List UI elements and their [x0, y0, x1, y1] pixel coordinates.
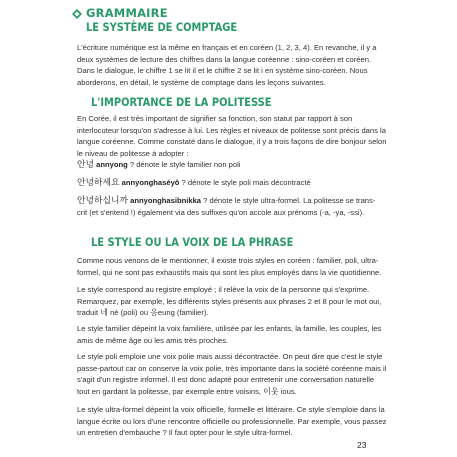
text-run: Le style poli emploie une voix polie mais aussi décontractée. On peut dire que c'est le style passe-partout car on conserve la voix polie, très importante dans la société coréenne mais il s'agit d'un registre informel. Il est donc adapté pour entretenir une conversation naturelle tout en gardant la politesse, par exemple entre voisins,: [77, 352, 387, 397]
politeness-paragraph: En Corée, il est très important de signifier sa fonction, son statut par rapport à son interlocuteur lorsqu'on s'adresse à lui. Les règles et niveaux de politesse sont précis dans la langue coréenne. Comme constaté dans le dialogue, il y a trois façons de dire bonjour selon le niveau de politesse à adopter :: [77, 114, 387, 159]
text-run: Le style correspond au registre employé ; il relève la voix de la personne qui s'exprime. Remarquez, par exemple, les différents styles présents aux phrases 2 et 8 pour le mot oui, traduit: [77, 285, 382, 318]
example-familiar: [77, 159, 387, 172]
example-gloss: ? dénote le style ultra-formel. La politesse se trans-: [201, 196, 376, 205]
example-korean: 안녕하십니까: [77, 196, 128, 206]
korean-word: 네: [100, 308, 108, 318]
example-formal: [77, 195, 387, 208]
example-gloss: ? dénote le style familier non poli: [127, 160, 241, 169]
text-run: né (poli) ou: [107, 308, 151, 318]
example-korean: 안녕: [77, 160, 94, 170]
text-run: ious.: [278, 387, 297, 397]
example-gloss: ? dénote le style poli mais décontracté: [179, 178, 311, 187]
example-romanization: annyong: [96, 160, 128, 169]
suffix-paragraph: crit (et s'entend !) également via des suffixes qu'on accole aux prénoms (-a, -ya, -ssi).: [77, 208, 365, 217]
example-polite: [77, 177, 387, 190]
style-paragraph-2: [77, 284, 387, 319]
korean-word: 응: [150, 308, 158, 318]
example-romanization: annyonghaséyô: [121, 178, 180, 187]
text-run: eung (familier).: [157, 308, 209, 318]
section-title: LE SYSTÈME DE COMPTAGE: [86, 20, 238, 34]
style-paragraph-5: Le style ultra-formel dépeint la voix officielle, formelle et littéraire. Ce style s'emploie dans la langue écrite ou lors d'une rencontre officielle ou professionnelle. Par exemple, vous passez un entretien d'embauche ? Il faut opter pour le style ultra-formel.: [77, 405, 387, 438]
example-romanization: annyonghasibnikka: [130, 196, 202, 205]
style-paragraph-3: Le style familier dépeint la voix familière, utilisée par les enfants, la famille, les couples, les amis de même âge ou les amis très proches.: [77, 324, 382, 345]
style-heading: LE STYLE OU LA VOIX DE LA PHRASE: [91, 235, 294, 249]
style-paragraph-4: [77, 351, 387, 398]
section-label: GRAMMAIRE: [86, 6, 168, 20]
diamond-icon: [72, 9, 82, 19]
korean-word: 이웃: [263, 387, 279, 397]
style-paragraph-1: Comme nous venons de le mentionner, il existe trois styles en coréen : familier, poli, ultra-formel, qui ne sont pas exhaustifs mais qui sont les plus employés dans la vie quotidienne.: [77, 256, 382, 277]
intro-paragraph: L'écriture numérique est la même en français et en coréen (1, 2, 3, 4). En revanche, il y a deux systèmes de lecture des chiffres dans la langue coréenne : sino-coréen et coréen. Dans le dialogue, le chiffre 1 se lit il et le chiffre 2 se lit i en système sino-coréen. Nous aborderons, en détail, le système de comptage dans les leçons suivantes.: [77, 43, 377, 88]
politeness-heading: L'IMPORTANCE DE LA POLITESSE: [91, 95, 272, 109]
page-number: 23: [357, 440, 367, 450]
example-korean: 안녕하세요: [77, 178, 120, 188]
